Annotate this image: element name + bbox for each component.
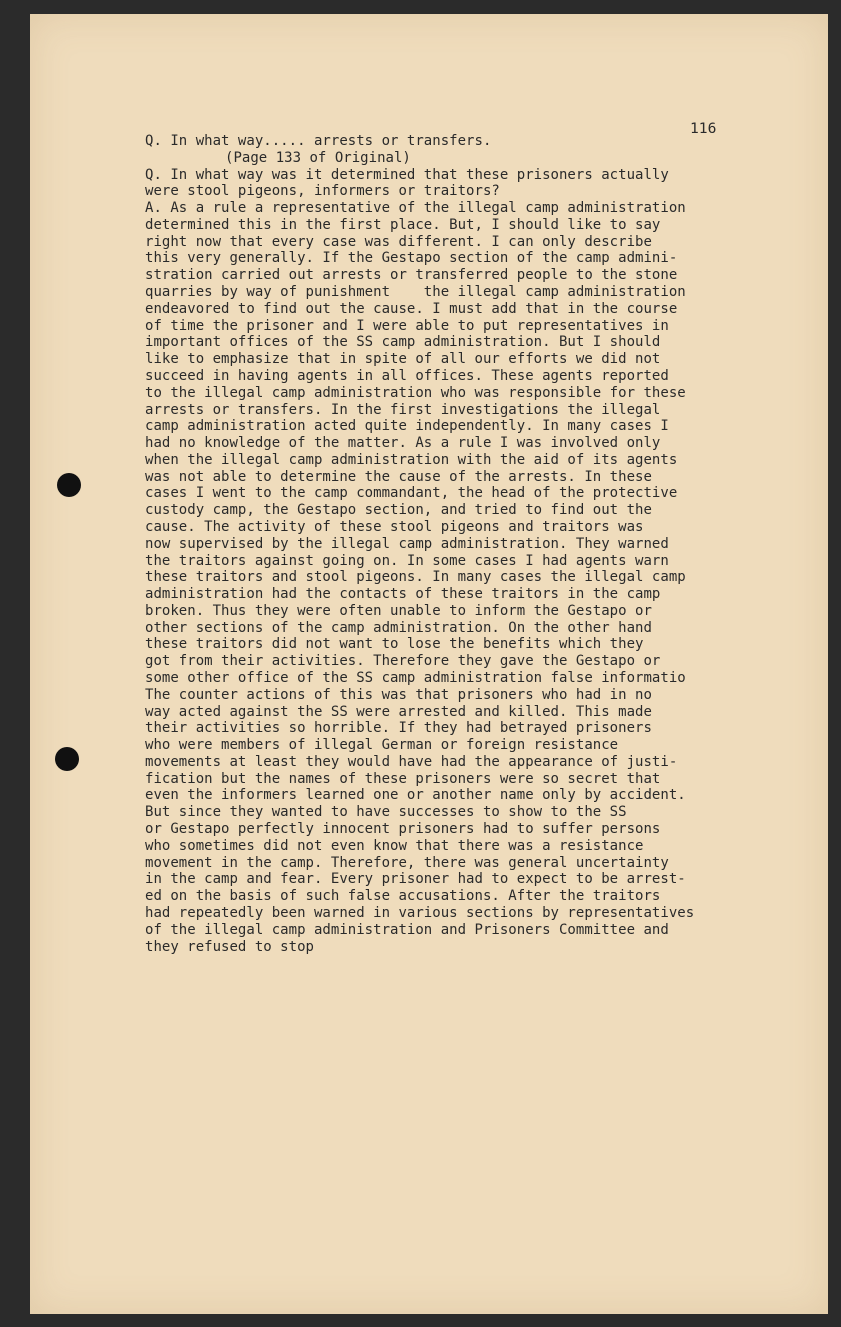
text-line: of the illegal camp administration and Prisoners Committee and [145,921,669,938]
original-page-reference: (Page 133 of Original) [225,149,411,166]
text-line: succeed in having agents in all offices. These agents reported [145,367,669,384]
text-line: the traitors against going on. In some cases I had agents warn [145,552,669,569]
text-line: administration had the contacts of these traitors in the camp [145,586,661,603]
text-line: movements at least they would have had the appearance of justi- [145,753,678,770]
question-heading: Q. In what way..... arrests or transfers. [145,133,492,149]
text-line: cases I went to the camp commandant, the head of the protective [145,485,678,502]
text-line: movement in the camp. Therefore, there was general uncertainty [145,854,669,871]
text-line: some other office of the SS camp administration false informatio [145,670,686,686]
text-line: way acted against the SS were arrested and killed. This made [145,703,652,720]
text-line: stration carried out arrests or transferred people to the stone [145,267,678,284]
text-line: quarries by way of punishment the illegal camp administration [145,284,686,301]
text-line: like to emphasize that in spite of all our efforts we did not [145,351,661,368]
text-line: in the camp and fear. Every prisoner had to expect to be arrest- [145,871,686,888]
text-line: was not able to determine the cause of the arrests. In these [145,468,652,485]
text-line: their activities so horrible. If they had betrayed prisoners [145,720,652,737]
text-line: these traitors did not want to lose the benefits which they [145,636,644,653]
punch-hole [57,473,81,497]
text-line: had repeatedly been warned in various sections by representatives [145,904,695,921]
text-line: The counter actions of this was that prisoners who had in no [145,686,652,703]
text-line: ed on the basis of such false accusations. After the traitors [145,888,661,905]
text-line: to the illegal camp administration who was responsible for these [145,384,686,401]
text-line: important offices of the SS camp administration. But I should [145,334,661,351]
text-line: they refused to stop [145,938,314,955]
text-line: even the informers learned one or another name only by accident. [145,787,686,804]
text-line: had no knowledge of the matter. As a rule I was involved only [145,435,661,452]
page-number: 116 [690,120,717,137]
text-line: other sections of the camp administration. On the other hand [145,619,652,636]
text-line: fication but the names of these prisoners were so secret that [145,770,661,787]
text-line: Q. In what way was it determined that these prisoners actually [145,166,669,183]
text-line: or Gestapo perfectly innocent prisoners had to suffer persons [145,821,661,838]
text-line: endeavored to find out the cause. I must add that in the course [145,300,678,317]
body-text [145,167,805,956]
text-line: these traitors and stool pigeons. In many cases the illegal camp [145,569,686,586]
punch-hole [55,747,79,771]
text-line: custody camp, the Gestapo section, and tried to find out the [145,502,652,519]
text-line: were stool pigeons, informers or traitors? [145,183,500,200]
text-line: of time the prisoner and I were able to put representatives in [145,317,669,334]
text-line: camp administration acted quite independently. In many cases I [145,418,669,435]
text-line: got from their activities. Therefore they gave the Gestapo or [145,653,661,670]
text-line: now supervised by the illegal camp administration. They warned [145,535,669,552]
text-line: who were members of illegal German or foreign resistance [145,737,619,754]
text-line: who sometimes did not even know that there was a resistance [145,837,644,854]
text-line: A. As a rule a representative of the illegal camp administration [145,200,686,217]
text-line: broken. Thus they were often unable to inform the Gestapo or [145,602,652,619]
text-line: when the illegal camp administration with the aid of its agents [145,451,678,468]
text-line: this very generally. If the Gestapo section of the camp admini- [145,250,678,267]
typed-text-block [145,133,805,955]
text-line: determined this in the first place. But, I should like to say [145,216,661,233]
text-line: arrests or transfers. In the first investigations the illegal [145,401,661,418]
text-line: right now that every case was different. I can only describe [145,233,652,250]
text-line: cause. The activity of these stool pigeons and traitors was [145,518,644,535]
text-line: But since they wanted to have successes to show to the SS [145,804,627,821]
